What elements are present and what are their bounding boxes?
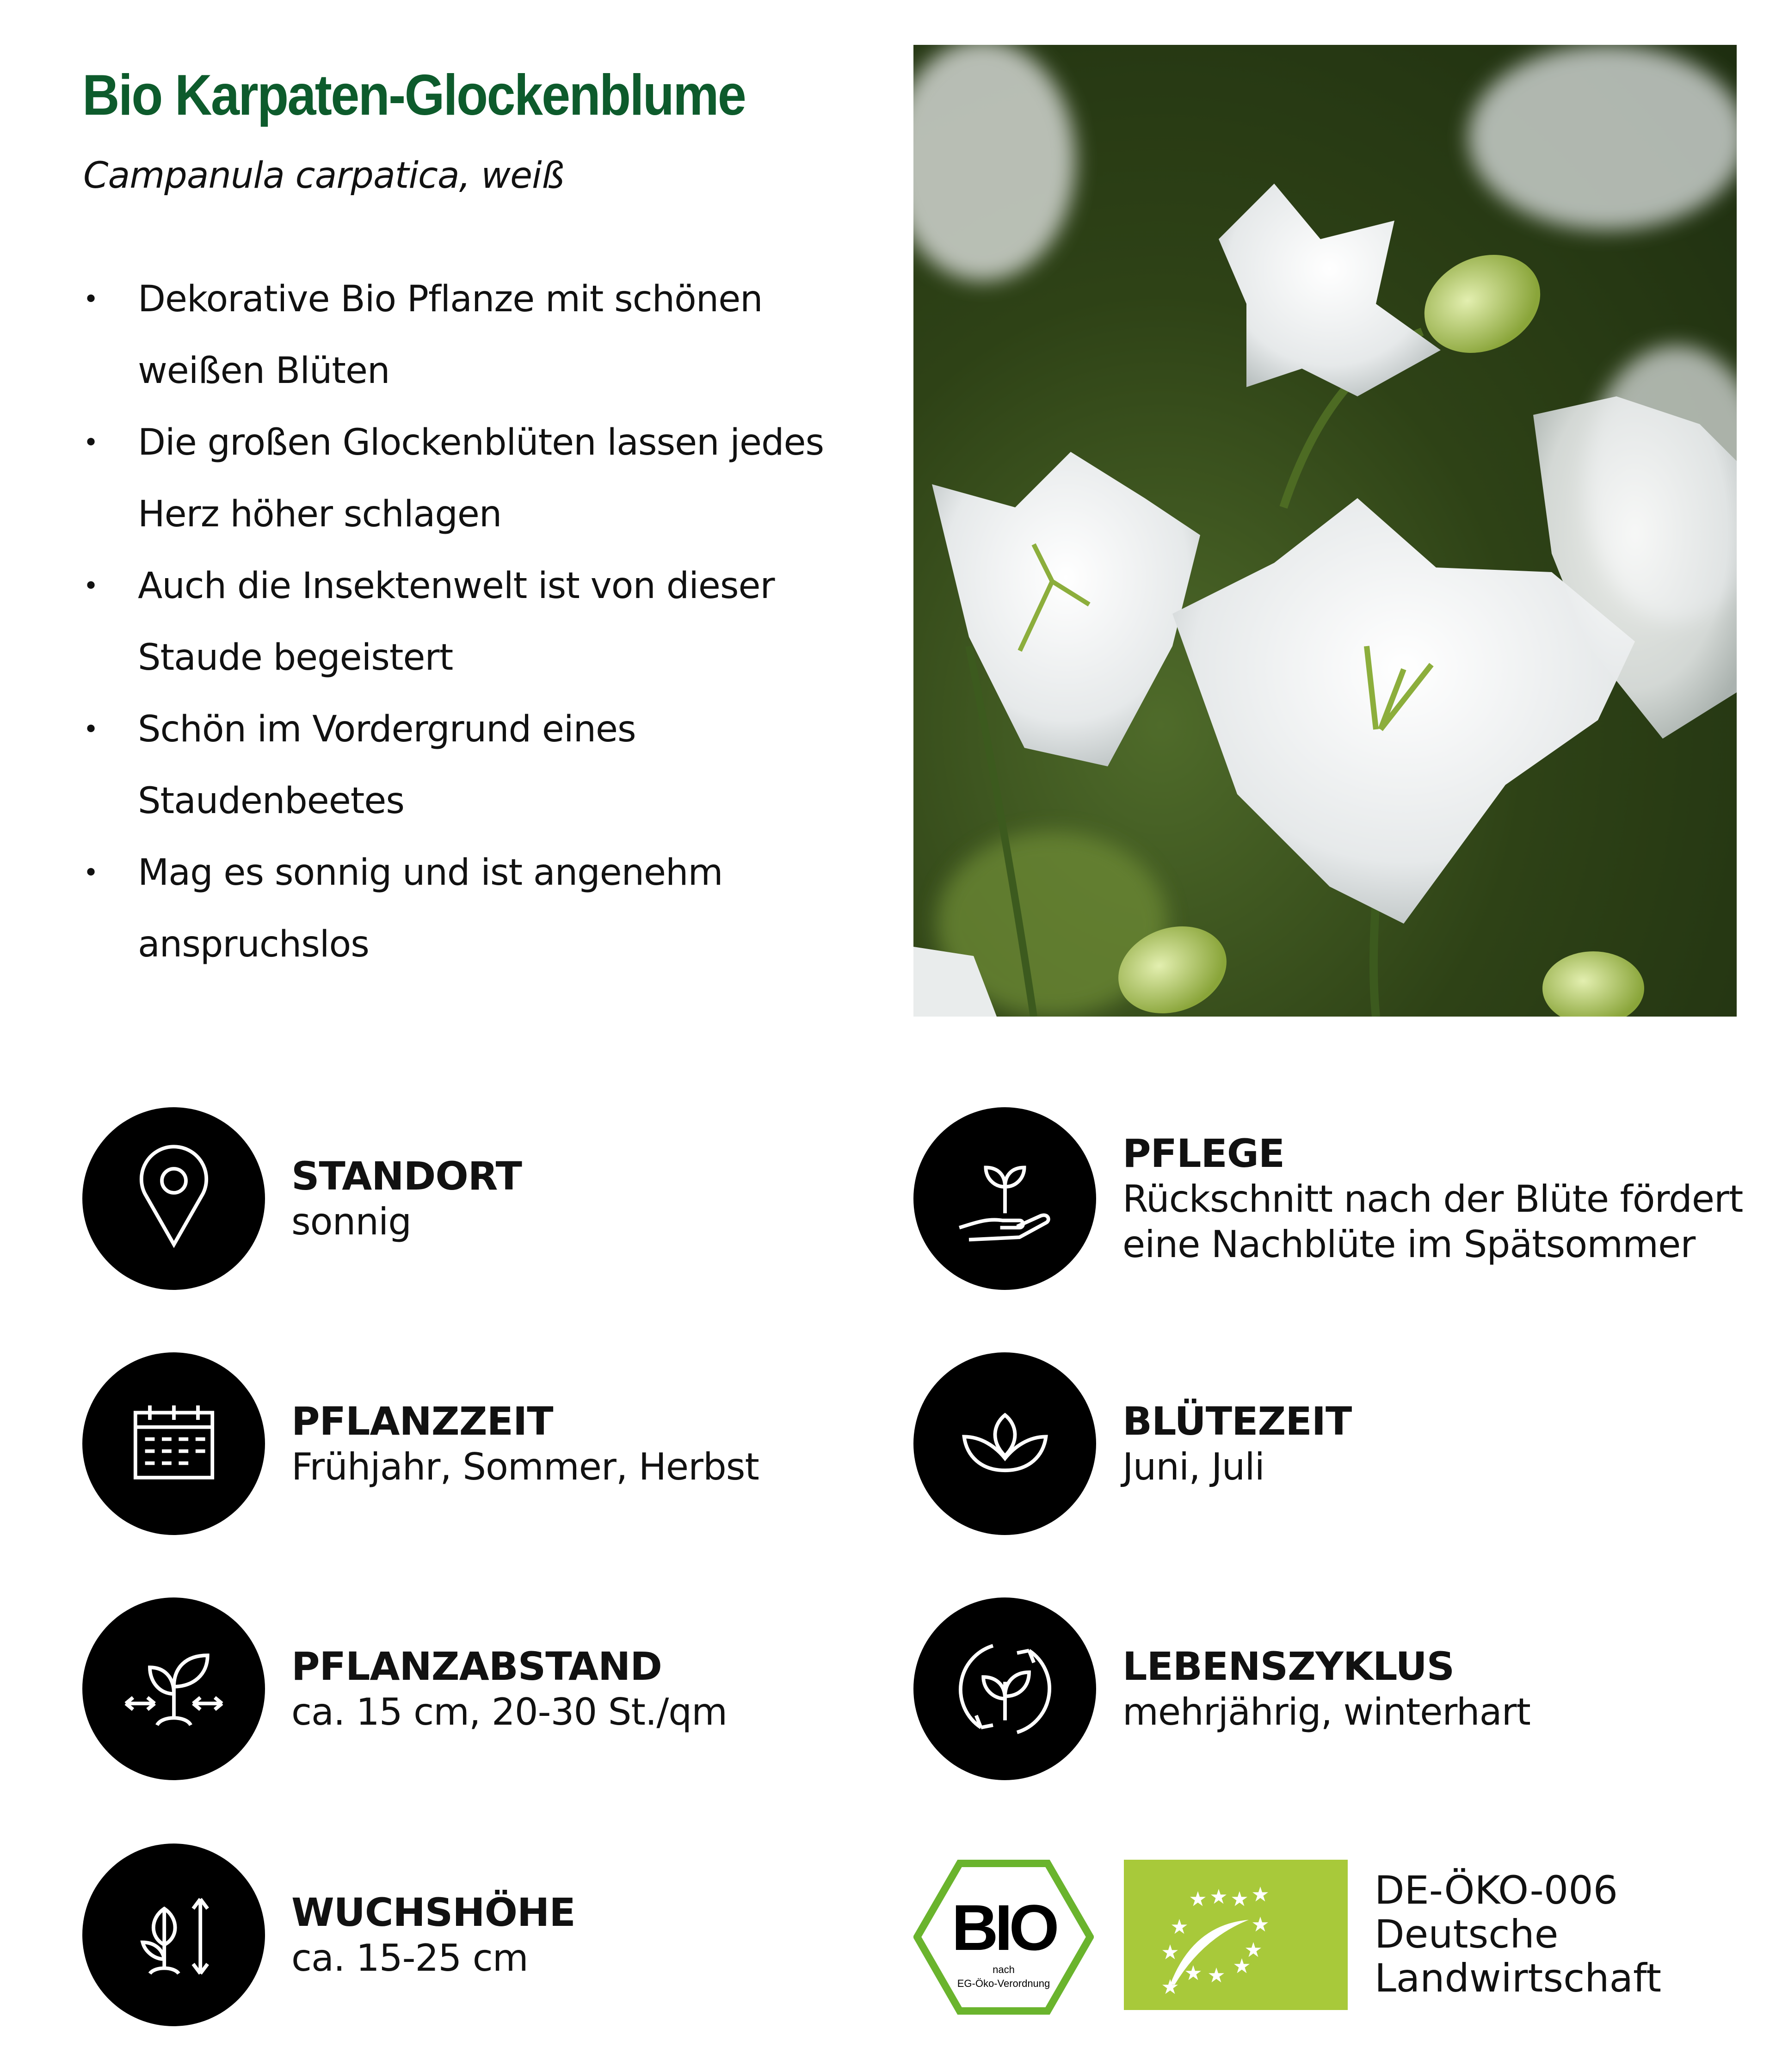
- bullet-item: [83, 837, 870, 980]
- svg-text:★: ★: [1170, 1915, 1189, 1939]
- bullet-text: Auch die Insektenwelt ist von dieser Staude begeistert: [138, 565, 775, 678]
- certification-text: [1375, 1868, 1661, 2000]
- feature-pflege: [913, 1107, 1746, 1292]
- bullet-text: Die großen Glockenblüten lassen jedes Herz höher schlagen: [138, 422, 824, 535]
- bullet-item: [83, 550, 870, 694]
- feature-label: PFLEGE: [1122, 1130, 1285, 1176]
- bio-logo-line2: EG-Öko-Verordnung: [957, 1978, 1050, 1989]
- bio-logo-line1: nach: [993, 1964, 1015, 1975]
- bullet-text: Schön im Vordergrund eines Staudenbeetes: [138, 709, 636, 822]
- bellflower-photo-illustration: [913, 45, 1737, 1017]
- feature-label: PFLANZABSTAND: [291, 1643, 662, 1689]
- botanical-name: Campanula carpatica, weiß: [83, 155, 564, 197]
- svg-text:★: ★: [1184, 1961, 1202, 1985]
- feature-bluetezeit: [913, 1352, 1700, 1537]
- feature-value: Frühjahr, Sommer, Herbst: [291, 1445, 759, 1488]
- bullet-icon: •: [83, 571, 99, 601]
- plant-spacing-icon: [82, 1597, 265, 1780]
- feature-value: sonnig: [291, 1200, 412, 1243]
- feature-value: Juni, Juli: [1122, 1445, 1264, 1488]
- svg-text:★: ★: [1244, 1938, 1263, 1962]
- svg-text:★: ★: [1207, 1964, 1226, 1987]
- feature-pflanzzeit: [82, 1352, 869, 1537]
- feature-pflanzabstand: [82, 1597, 869, 1782]
- svg-text:★: ★: [1251, 1883, 1270, 1906]
- svg-text:★: ★: [1189, 1887, 1207, 1911]
- svg-text:★: ★: [1161, 1975, 1179, 1999]
- certification-code: DE-ÖKO-006: [1375, 1868, 1618, 1913]
- product-title: Bio Karpaten-Glockenblume: [82, 63, 746, 127]
- feature-value: mehrjährig, winterhart: [1122, 1690, 1530, 1733]
- product-photo: [913, 45, 1737, 1017]
- certification-line3: Landwirtschaft: [1375, 1955, 1662, 2001]
- svg-text:★: ★: [1233, 1955, 1251, 1978]
- feature-bullet-list: [83, 264, 870, 980]
- svg-text:★: ★: [1251, 1913, 1270, 1936]
- bullet-text: Dekorative Bio Pflanze mit schönen weißen Blüten: [138, 278, 763, 392]
- hand-sprout-icon: [913, 1107, 1096, 1290]
- lotus-flower-icon: [913, 1352, 1096, 1535]
- feature-value: ca. 15-25 cm: [291, 1936, 528, 1980]
- feature-value: Rückschnitt nach der Blüte fördert eine Nachblüte im Spätsommer: [1122, 1177, 1743, 1266]
- bullet-icon: •: [83, 858, 99, 888]
- bullet-item: [83, 264, 870, 407]
- plant-cycle-icon: [913, 1597, 1096, 1780]
- feature-label: WUCHSHÖHE: [291, 1889, 575, 1935]
- bullet-item: [83, 694, 870, 837]
- feature-label: PFLANZZEIT: [291, 1398, 553, 1444]
- bio-logo-main: BIO: [951, 1891, 1056, 1964]
- svg-text:★: ★: [1161, 1941, 1179, 1964]
- plant-height-icon: [82, 1844, 265, 2026]
- bio-siegel-logo: [913, 1860, 1094, 2015]
- feature-wuchshoehe: [82, 1844, 869, 2029]
- bullet-text: Mag es sonnig und ist angenehm anspruchslos: [138, 852, 723, 965]
- feature-standort: [82, 1107, 869, 1292]
- bullet-icon: •: [83, 284, 99, 314]
- feature-label: STANDORT: [291, 1153, 522, 1199]
- bullet-item: [83, 407, 870, 550]
- svg-text:★: ★: [1209, 1885, 1228, 1909]
- eu-organic-leaf-logo: [1124, 1860, 1348, 2010]
- calendar-icon: [82, 1352, 265, 1535]
- svg-text:★: ★: [1230, 1887, 1249, 1911]
- feature-lebenszyklus: [913, 1597, 1700, 1782]
- feature-label: BLÜTEZEIT: [1122, 1398, 1352, 1444]
- certification-line2: Deutsche: [1375, 1912, 1559, 1957]
- bullet-icon: •: [83, 428, 99, 458]
- feature-value: ca. 15 cm, 20-30 St./qm: [291, 1690, 727, 1733]
- location-pin-icon: [82, 1107, 265, 1290]
- feature-label: LEBENSZYKLUS: [1122, 1643, 1455, 1689]
- bullet-icon: •: [83, 715, 99, 745]
